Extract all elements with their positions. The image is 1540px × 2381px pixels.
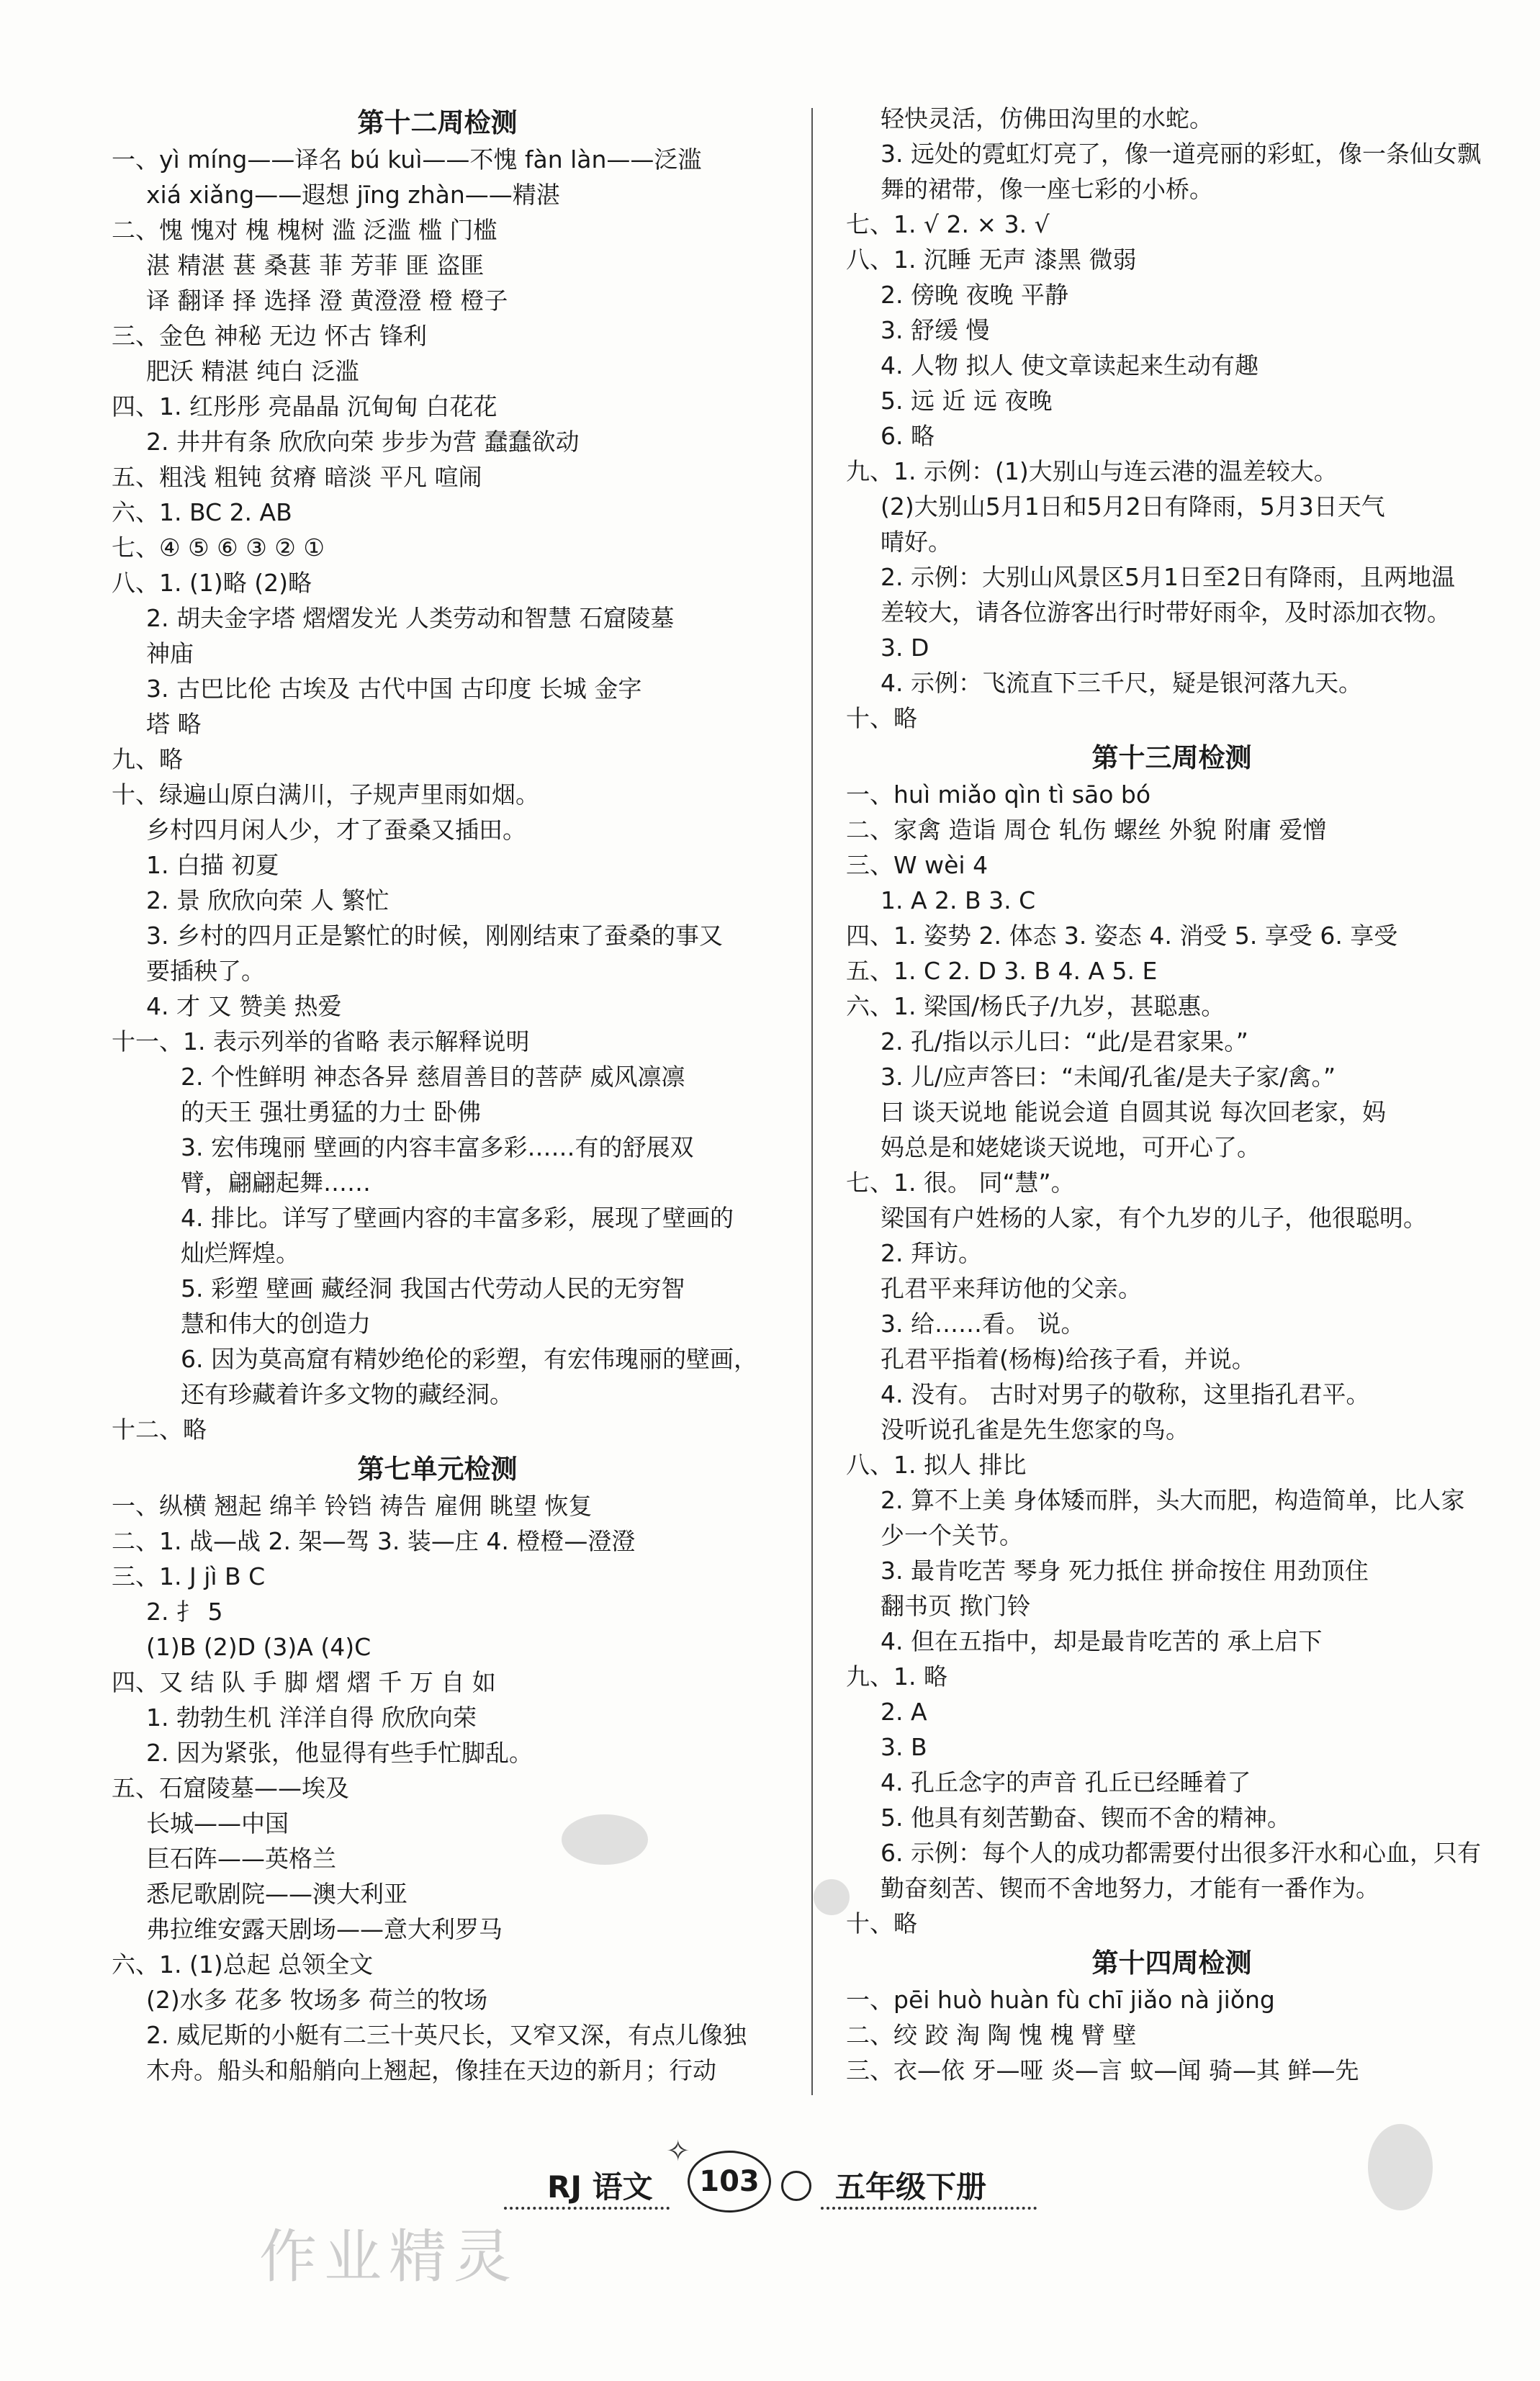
scan-smudge: [562, 1814, 648, 1865]
answer-line: 七、1. 很。 同“慧”。: [846, 1169, 1075, 1197]
page-number: 103: [688, 2151, 771, 2213]
answer-line: 木舟。船头和船艄向上翘起，像挂在天边的新月；行动: [146, 2056, 716, 2084]
footer-dotted-rule-right: [821, 2207, 1037, 2210]
answer-line: 五、粗浅 粗钝 贫瘠 暗淡 平凡 喧闹: [112, 463, 482, 491]
answer-line: 曰 谈天说地 能说会道 自圆其说 每次回老家，妈: [881, 1098, 1386, 1126]
answer-line: 1. A 2. B 3. C: [881, 886, 1036, 914]
footer-grade: 五年级下册: [835, 2169, 987, 2205]
answer-line: 长城——中国: [146, 1809, 289, 1837]
answer-line: (2)大别山5月1日和5月2日有降雨，5月3日天气: [881, 492, 1385, 521]
column-divider: [811, 108, 813, 2095]
answer-line: 3. 宏伟瑰丽 壁画的内容丰富多彩……有的舒展双: [181, 1133, 694, 1161]
scan-smudge: [1368, 2124, 1433, 2210]
answer-line: 二、愧 愧对 槐 槐树 滥 泛滥 槛 门槛: [112, 216, 497, 244]
answer-line: 2. 胡夫金字塔 熠熠发光 人类劳动和智慧 石窟陵墓: [146, 604, 675, 632]
answer-line: 九、1. 略: [846, 1662, 947, 1691]
circle-decoration-icon: [781, 2171, 811, 2201]
answer-line: (2)水多 花多 牧场多 荷兰的牧场: [146, 1986, 488, 2014]
answer-line: 少一个关节。: [881, 1521, 1023, 1549]
answer-line: 2. 因为紧张，他显得有些手忙脚乱。: [146, 1739, 533, 1767]
answer-line: 一、pēi huò huàn fù chī jiǎo nà jiǒng: [846, 1986, 1275, 2014]
answer-line: 4. 示例：飞流直下三千尺，疑是银河落九天。: [881, 669, 1362, 697]
answer-line: 塔 略: [146, 710, 202, 738]
answer-line: 要插秧了。: [146, 957, 265, 985]
footer-dotted-rule-left: [504, 2207, 670, 2210]
answer-line: 二、绞 跤 淘 陶 愧 槐 臂 壁: [846, 2021, 1137, 2049]
answer-line: 2. 个性鲜明 神态各异 慈眉善目的菩萨 威风凛凛: [181, 1063, 685, 1091]
answer-line: 3. 乡村的四月正是繁忙的时候，刚刚结束了蚕桑的事又: [146, 922, 723, 950]
answer-line: 6. 因为莫高窟有精妙绝伦的彩塑，有宏伟瑰丽的壁画，: [181, 1345, 757, 1373]
answer-line: 1. 勃勃生机 洋洋自得 欣欣向荣: [146, 1703, 477, 1732]
answer-line: 5. 彩塑 壁画 藏经洞 我国古代劳动人民的无穷智: [181, 1274, 685, 1302]
answer-line: 二、1. 战—战 2. 架—驾 3. 装—庄 4. 橙橙—澄澄: [112, 1527, 636, 1555]
answer-line: 勤奋刻苦、锲而不舍地努力，才能有一番作为。: [881, 1874, 1379, 1902]
answer-line: 没听说孔雀是先生您家的鸟。: [881, 1415, 1189, 1444]
answer-line: 七、④ ⑤ ⑥ ③ ② ①: [112, 534, 325, 562]
answer-line: 八、1. 拟人 排比: [846, 1451, 1027, 1479]
answer-line: 的天王 强壮勇猛的力士 卧佛: [181, 1098, 481, 1126]
answer-line: 孔君平指着(杨梅)给孩子看，并说。: [881, 1345, 1256, 1373]
answer-line: 1. 白描 初夏: [146, 851, 279, 879]
answer-line: 十二、略: [112, 1415, 207, 1444]
answer-line: 2. 威尼斯的小艇有二三十英尺长，又窄又深，有点儿像独: [146, 2021, 747, 2049]
right-column: [846, 101, 1498, 2088]
answer-line: 十、略: [846, 704, 917, 732]
answer-line: 6. 示例：每个人的成功都需要付出很多汗水和心血，只有: [881, 1839, 1481, 1867]
answer-line: 神庙: [146, 639, 194, 667]
section-heading: 第十二周检测: [357, 107, 518, 138]
answer-line: 2. 示例：大别山风景区5月1日至2日有降雨，且两地温: [881, 563, 1455, 591]
answer-line: 3. 给……看。 说。: [881, 1310, 1085, 1338]
answer-line: 5. 远 近 远 夜晚: [881, 387, 1053, 415]
answer-line: 3. 远处的霓虹灯亮了，像一道亮丽的彩虹，像一条仙女飘: [881, 140, 1481, 168]
answer-line: 2. A: [881, 1698, 927, 1726]
answer-line: 轻快灵活，仿佛田沟里的水蛇。: [881, 104, 1213, 132]
answer-line: 4. 人物 拟人 使文章读起来生动有趣: [881, 351, 1258, 379]
answer-line: 2. 拜访。: [881, 1239, 982, 1267]
answer-line: 翻书页 揿门铃: [881, 1592, 1031, 1620]
answer-line: 2. 井井有条 欣欣向荣 步步为营 蠢蠢欲动: [146, 428, 580, 456]
answer-line: 九、略: [112, 745, 183, 773]
answer-line: 3. 最肯吃苦 琴身 死力抵住 拼命按住 用劲顶住: [881, 1557, 1369, 1585]
page-footer: [0, 2135, 1540, 2214]
answer-line: (1)B (2)D (3)A (4)C: [146, 1633, 372, 1661]
answer-line: xiá xiǎng——遐想 jīng zhàn——精湛: [146, 181, 560, 209]
answer-line: 4. 才 又 赞美 热爱: [146, 992, 342, 1020]
scan-smudge: [814, 1879, 850, 1915]
answer-line: 2. 景 欣欣向荣 人 繁忙: [146, 886, 389, 914]
answer-line: 4. 没有。 古时对男子的敬称，这里指孔君平。: [881, 1380, 1370, 1408]
answer-line: 译 翻译 择 选择 澄 黄澄澄 橙 橙子: [146, 287, 508, 315]
answer-line: 四、1. 红彤彤 亮晶晶 沉甸甸 白花花: [112, 392, 497, 420]
answer-line: 弗拉维安露天剧场——意大利罗马: [146, 1915, 503, 1943]
left-column: [112, 101, 763, 2088]
answer-line: 4. 孔丘念字的声音 孔丘已经睡着了: [881, 1768, 1251, 1796]
watermark: 作业精灵: [259, 2223, 518, 2290]
answer-line: 四、1. 姿势 2. 体态 3. 姿态 4. 消受 5. 享受 6. 享受: [846, 922, 1398, 950]
answer-line: 五、石窟陵墓——埃及: [112, 1774, 349, 1802]
answer-line: 三、金色 神秘 无边 怀古 锋利: [112, 322, 427, 350]
answer-line: 七、1. √ 2. × 3. √: [846, 210, 1050, 238]
answer-line: 3. 儿/应声答曰：“未闻/孔雀/是夫子家/禽。”: [881, 1063, 1336, 1091]
answer-line: 3. 古巴比伦 古埃及 古代中国 古印度 长城 金字: [146, 675, 642, 703]
answer-line: 六、1. BC 2. AB: [112, 498, 292, 526]
answer-line: 五、1. C 2. D 3. B 4. A 5. E: [846, 957, 1158, 985]
answer-line: 4. 排比。详写了壁画内容的丰富多彩，展现了壁画的: [181, 1204, 734, 1232]
answer-line: 3. B: [881, 1733, 927, 1761]
answer-line: 4. 但在五指中，却是最肯吃苦的 承上启下: [881, 1627, 1323, 1655]
section-heading: 第十三周检测: [1091, 742, 1252, 773]
answer-line: 2. 孔/指以示儿曰：“此/是君家果。”: [881, 1027, 1248, 1056]
answer-line: 巨石阵——英格兰: [146, 1845, 336, 1873]
answer-line: 一、yì míng——译名 bú kuì——不愧 fàn làn——泛滥: [112, 145, 702, 174]
answer-line: 三、1. J jì B C: [112, 1562, 266, 1590]
answer-line: 二、家禽 造诣 周仓 轧伤 螺丝 外貌 附庸 爱憎: [846, 816, 1327, 844]
answer-line: 5. 他具有刻苦勤奋、锲而不舍的精神。: [881, 1804, 1291, 1832]
answer-line: 悉尼歌剧院——澳大利亚: [146, 1880, 407, 1908]
answer-line: 三、衣—依 牙—哑 炎—言 蚊—闻 骑—其 鲜—先: [846, 2056, 1359, 2084]
answer-line: 慧和伟大的创造力: [181, 1310, 371, 1338]
footer-subject: RJ 语文: [547, 2169, 653, 2205]
answer-line: 湛 精湛 葚 桑葚 菲 芳菲 匪 盗匪: [146, 251, 485, 279]
star-decoration-icon: ✧: [666, 2135, 690, 2168]
answer-line: 八、1. 沉睡 无声 漆黑 微弱: [846, 246, 1137, 274]
answer-line: 六、1. 梁国/杨氏子/九岁，甚聪惠。: [846, 992, 1225, 1020]
answer-line: 还有珍藏着许多文物的藏经洞。: [181, 1380, 513, 1408]
answer-line: 灿烂辉煌。: [181, 1239, 300, 1267]
answer-line: 2. 扌 5: [146, 1598, 223, 1626]
answer-line: 3. D: [881, 634, 929, 662]
answer-line: 十、略: [846, 1909, 917, 1937]
answer-line: 三、W wèi 4: [846, 851, 989, 879]
answer-line: 孔君平来拜访他的父亲。: [881, 1274, 1142, 1302]
answer-line: 晴好。: [881, 528, 952, 556]
answer-line: 一、huì miǎo qìn tì sāo bó: [846, 780, 1151, 809]
answer-line: 差较大，请各位游客出行时带好雨伞，及时添加衣物。: [881, 598, 1451, 626]
answer-line: 梁国有户姓杨的人家，有个九岁的儿子，他很聪明。: [881, 1204, 1427, 1232]
answer-line: 十、绿遍山原白满川，子规声里雨如烟。: [112, 780, 539, 809]
answer-line: 八、1. (1)略 (2)略: [112, 569, 312, 597]
answer-line: 十一、1. 表示列举的省略 表示解释说明: [112, 1027, 530, 1056]
section-heading: 第七单元检测: [357, 1454, 518, 1485]
answer-line: 2. 算不上美 身体矮而胖，头大而肥，构造简单，比人家: [881, 1486, 1465, 1514]
answer-line: 一、纵横 翘起 绵羊 铃铛 祷告 雇佣 眺望 恢复: [112, 1492, 593, 1520]
answer-line: 九、1. 示例：(1)大别山与连云港的温差较大。: [846, 457, 1338, 485]
answer-line: 四、又 结 队 手 脚 熠 熠 千 万 自 如: [112, 1668, 496, 1696]
answer-line: 2. 傍晚 夜晚 平静: [881, 281, 1068, 309]
answer-line: 6. 略: [881, 422, 935, 450]
answer-line: 3. 舒缓 慢: [881, 316, 990, 344]
answer-line: 乡村四月闲人少，才了蚕桑又插田。: [146, 816, 526, 844]
answer-line: 妈总是和姥姥谈天说地，可开心了。: [881, 1133, 1261, 1161]
answer-line: 六、1. (1)总起 总领全文: [112, 1950, 374, 1979]
answer-line: 肥沃 精湛 纯白 泛滥: [146, 357, 359, 385]
answer-line: 舞的裙带，像一座七彩的小桥。: [881, 175, 1213, 203]
answer-line: 臂，翩翩起舞……: [181, 1169, 371, 1197]
section-heading: 第十四周检测: [1091, 1948, 1252, 1979]
